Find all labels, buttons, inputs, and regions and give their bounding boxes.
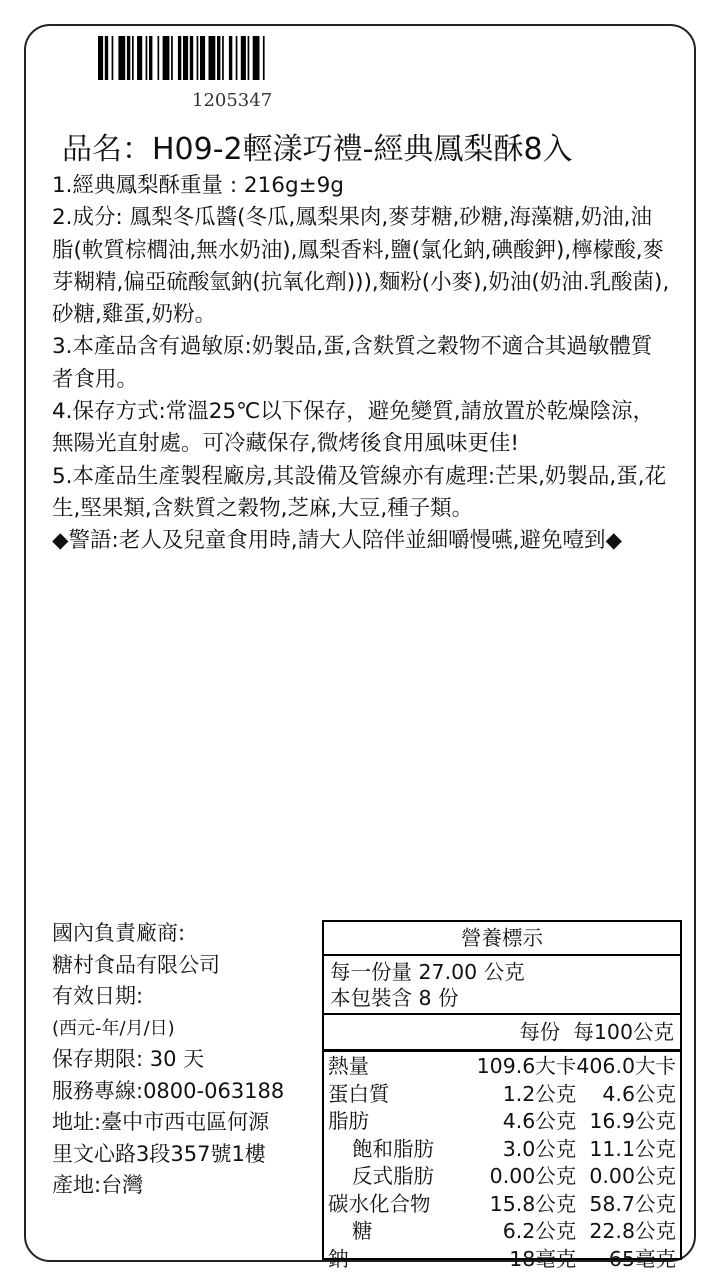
- nutrition-row: [324, 1108, 680, 1136]
- per-serving-value: 1.2公克: [502, 1081, 577, 1106]
- nutrient-name: 飽和脂肪: [352, 1136, 434, 1161]
- per-100g-value: 65毫克: [608, 1246, 676, 1271]
- nutrition-row: [324, 1218, 680, 1246]
- per-100g-value: 58.7公克: [589, 1191, 676, 1216]
- nutrition-facts-table: [322, 920, 682, 1271]
- nutrient-name: 鈉: [328, 1246, 349, 1271]
- importer-label: 國內負責廠商:: [52, 921, 186, 945]
- per-100g-value: 22.8公克: [589, 1219, 676, 1243]
- origin: 產地:台灣: [52, 1173, 144, 1197]
- per-serving-value: 4.6公克: [502, 1109, 577, 1133]
- item-storage: 4.保存方式:常溫25℃以下保存，避免變質,請放置於乾燥陰涼，無陽光直射處。可冷藏保存,微烤後食用風味更佳!: [52, 399, 655, 457]
- nutrient-name: 蛋白質: [328, 1081, 390, 1106]
- per-serving-value: 6.2公克: [502, 1219, 577, 1243]
- serving-info: [324, 956, 680, 1015]
- per-100g-value: 406.0大卡: [576, 1054, 676, 1078]
- servings-per-pack: 本包裝含 8 份: [330, 986, 459, 1010]
- nutrition-title: 營養標示: [324, 922, 680, 956]
- item-weight: 1.經典鳳梨酥重量 : 216g±9g: [52, 173, 344, 198]
- serving-size: 每一份量 27.00 公克: [330, 960, 525, 984]
- barcode-number: 1205347: [192, 90, 273, 111]
- nutrient-name: 糖: [352, 1219, 373, 1243]
- address-line-1: 地址:臺中市西屯區何源: [52, 1110, 270, 1134]
- nutrition-row: [324, 1163, 680, 1191]
- nutrient-name: 碳水化合物: [328, 1191, 431, 1216]
- company-name: 糖村食品有限公司: [52, 952, 220, 977]
- per-serving-value: 0.00公克: [489, 1164, 577, 1188]
- nutrition-row: [324, 1191, 680, 1219]
- expiry-label: 有效日期:: [52, 984, 144, 1008]
- service-hotline: 服務專線:0800-063188: [52, 1078, 285, 1103]
- per-100g-value: 11.1公克: [589, 1136, 676, 1161]
- label-text-body: [52, 170, 672, 558]
- nutrition-row: [324, 1081, 680, 1109]
- per-serving-value: 18毫克: [509, 1246, 577, 1271]
- barcode: [98, 36, 366, 80]
- nutrition-row: [324, 1246, 680, 1274]
- date-format: (西元-年/月/日): [52, 1017, 175, 1039]
- per-serving-value: 109.6大卡: [476, 1054, 577, 1078]
- nutrient-name: 脂肪: [328, 1109, 369, 1133]
- product-name: 品名：H09-2輕漾巧禮-經典鳳梨酥8入: [62, 132, 573, 167]
- per-100g-value: 16.9公克: [589, 1109, 676, 1133]
- item-facility: 5.本產品生產製程廠房,其設備及管線亦有處理:芒果,奶製品,蛋,花生,堅果類,含麩質之穀物,芝麻,大豆,種子類。: [52, 463, 667, 521]
- nutrition-column-headers: [324, 1015, 680, 1052]
- item-warning: ◆警語:老人及兒童食用時,請大人陪伴並細嚼慢嚥,避免噎到◆: [52, 528, 622, 554]
- per-serving-value: 3.0公克: [502, 1136, 577, 1161]
- nutrition-rows: [324, 1053, 680, 1273]
- col-per-serving: 每份: [519, 1020, 561, 1044]
- per-100g-value: 0.00公克: [589, 1164, 676, 1188]
- nutrient-name: 熱量: [328, 1054, 369, 1078]
- address-line-2: 里文心路3段357號1樓: [52, 1141, 266, 1166]
- item-ingredients: 2.成分: 鳳梨冬瓜醬(冬瓜,鳳梨果肉,麥芽糖,砂糖,海藻糖,奶油,油脂(軟質棕櫚油,無水奶油),鳳梨香料,鹽(氯化鈉,碘酸鉀),檸檬酸,麥芽糊精,偏亞硫酸氫鈉(抗氧化劑))),麵粉(小麥),奶油(奶油.乳酸菌),砂糖,雞蛋,奶粉。: [52, 205, 670, 328]
- item-allergens: 3.本產品含有過敏原:奶製品,蛋,含麩質之穀物不適合其過敏體質者食用。: [52, 334, 653, 392]
- nutrition-row: [324, 1136, 680, 1164]
- per-100g-value: 4.6公克: [602, 1081, 676, 1106]
- shelf-life: 保存期限: 30 天: [52, 1047, 205, 1071]
- per-serving-value: 15.8公克: [489, 1191, 577, 1216]
- nutrition-row: [324, 1053, 680, 1081]
- nutrient-name: 反式脂肪: [352, 1164, 434, 1188]
- col-per-100g: 每100公克: [573, 1020, 674, 1044]
- manufacturer-info: [52, 918, 322, 1202]
